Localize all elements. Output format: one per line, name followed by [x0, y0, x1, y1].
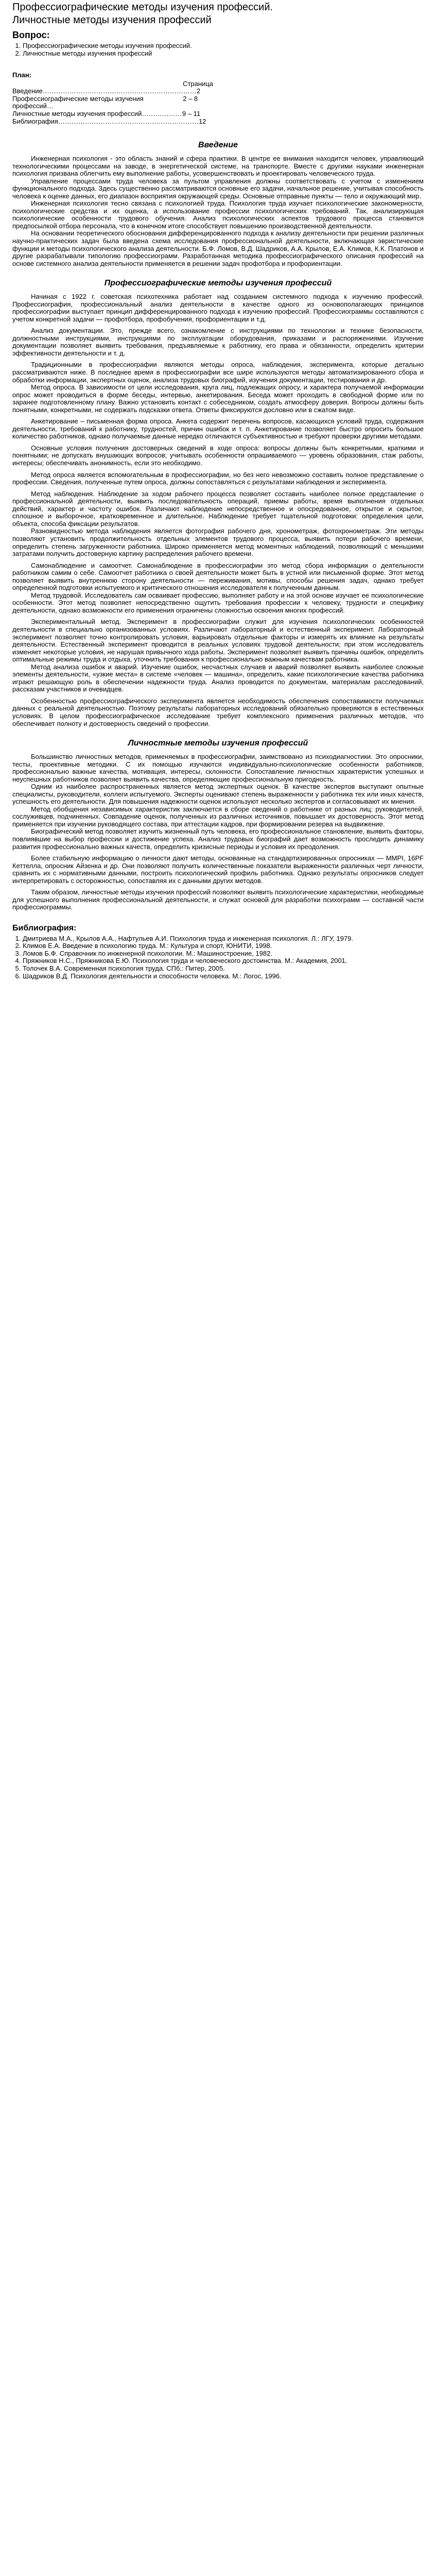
title-line-2: Личностные методы изучения профессий — [12, 14, 212, 26]
section2-heading: Личностные методы изучения профессий — [128, 739, 308, 748]
plan-row-page: 2 – 8 — [183, 94, 198, 103]
paragraph: Управление процессами труда человека за пультом управления должны соответствовать с учетом с изменением функционального подхода. Здесь существенно рассматриваются основные его задачи, начальное решение, учитывая способность человека к оценке данных, его диапазон восприятия окружающей среды. Основные отправные пункты — тело и окружающий мир. — [12, 177, 424, 200]
plan-row-text: Библиография……………………………………………………… — [12, 117, 199, 125]
section1-body — [12, 293, 424, 727]
bibliography-item: 6. Шадриков В.Д. Психология деятельности и способности человека. М.: Логос, 1996. — [23, 973, 424, 980]
title-line-1: Профессиографические методы изучения профессий. — [12, 2, 273, 13]
intro-body — [12, 155, 424, 267]
bibliography-list — [23, 935, 424, 980]
paragraph: Метод наблюдения. Наблюдение за ходом рабочего процесса позволяет составить наиболее полное представление о профессиональной деятельности, выявить последовательность операций, приемы работы, время выполнения отдельных действий, характер и частоту ошибок. Различают наблюдение непосредственное и опосредованное, открытое и скрытое, сплошное и выборочное, кратковременное и длительное. Наблюдение требует тщательной подготовки: определения цели, объекта, способа фиксации результатов. — [12, 489, 424, 528]
plan-row-page: 9 – 11 — [182, 109, 201, 117]
plan-table — [12, 80, 213, 125]
plan-row — [12, 110, 213, 118]
paragraph: Биографический метод позволяет изучить жизненный путь человека, его профессиональное становление, выявить факторы, повлиявшие на выбор профессии и достижение успеха. Анализ трудовых биографий дает возможность проследить динамику развития профессионально важных качеств, определить кризисные периоды и условия их преодоления. — [12, 827, 424, 851]
paragraph: Более стабильную информацию о личности дают методы, основанные на стандартизированных опросниках — MMPI, 16PF Кеттелла, опросник Айзенка и др. Они позволяют получить количественные показатели выраженности различных черт личности, сравнить их с нормативными данными, построить психологический профиль работника. Однако результаты опросников следует интерпретировать с осторожностью, сопоставляя их с данными других методов. — [12, 854, 424, 885]
paragraph: Анализ документации. Это, прежде всего, ознакомление с инструкциями по технологии и технике безопасности, должностными инструкциями, инструкциями по эксплуатации оборудования, приказами и распоряжениями. Изучение документации позволяет выявить требования, предъявляемые к работнику, его права и обязанности, определить критерии эффективности деятельности и т. д. — [12, 327, 424, 357]
paragraph: Анкетирование – письменная форма опроса. Анкета содержит перечень вопросов, касающихся условий труда, содержания деятельности, требований к работнику, трудностей, причин ошибок и т. п. Анкетирование позволяет быстро опросить большое количество работников, однако получаемые данные нередко отличаются субъективностью и требуют проверки другими методами. — [12, 417, 424, 440]
paragraph: Основные условия получения достоверных сведений в ходе опроса: вопросы должны быть конкретными, краткими и понятными; не допускать внушающих вопросов; учитывать особенности опрашиваемого — уровень образования, стаж работы, интересы; обеспечивать анонимность, если это необходимо. — [12, 444, 424, 467]
bibliography-item: 3. Ломов Б.Ф. Справочник по инженерной психологии. М.: Машиностроение, 1982. — [23, 950, 424, 958]
document-title — [12, 0, 424, 27]
paragraph: Разновидностью метода наблюдения является фотография рабочего дня, хронометраж, фотохронометраж. Эти методы позволяют установить продолжительность отдельных элементов трудового процесса, выявить потери рабочего времени, определить степень загруженности работника. Широко применяется метод моментных наблюдений, позволяющий с меньшими затратами получить достоверную картину распределения рабочего времени. — [12, 527, 424, 558]
bibliography-item: 1. Дмитриева М.А., Крылов А.А., Нафтульев А.И. Психология труда и инженерная психология. Л.: ЛГУ, 1979. — [23, 935, 424, 943]
plan-page-header: Страница — [183, 79, 213, 88]
paragraph: Метод опроса. В зависимости от цели исследования, круга лиц, подлежащих опросу, и характера получаемой информации опрос может проводиться в форме беседы, интервью, анкетирования. Беседа может проходить в свободной форме или по заранее подготовленному плану. Важно установить контакт с собеседником, создать атмосферу доверия. Вопросы должны быть понятными, конкретными, не содержать подсказки ответа. Ответы фиксируются дословно или в сжатом виде. — [12, 383, 424, 414]
intro-heading: Введение — [198, 141, 238, 150]
section1-heading: Профессиографические методы изучения профессий — [104, 279, 332, 288]
paragraph: Большинство личностных методов, применяемых в профессиографии, заимствовано из психодиагностики. Это опросники, тесты, проективные методики. С их помощью изучаются индивидуально-психологические особенности работников, профессионально важные качества, мотивация, интересы, склонности. Сопоставление личностных характеристик успешных и неуспешных работников позволяет выявить качества, определяющие профессиональную пригодность. — [12, 752, 424, 783]
paragraph: Одним из наиболее распространенных является метод экспертных оценок. В качестве экспертов выступают опытные специалисты, руководители, коллеги испытуемого. Эксперты оценивают степень выраженности у работника тех или иных качеств, успешность его деятельности. Для повышения надежности оценок используют несколько экспертов и согласовывают их мнения. — [12, 783, 424, 806]
paragraph: Самонаблюдение и самоотчет. Самонаблюдение в профессиографии это метод сбора информации о деятельности работником самим о себе. Самоотчет работника о своей деятельности может быть в устной или письменной форме. Этот метод позволяет выявить внутреннюю сторону деятельности — переживания, мотивы, способы решения задач, однако требует определенной подготовки испытуемого и критического отношения исследователя к полученным данным. — [12, 561, 424, 592]
paragraph: Особенностью профессиографического эксперимента является необходимость обеспечения сопоставимости получаемых данных с реальной деятельностью. Поэтому результаты лабораторных исследований обязательно проверяются в естественных условиях. В целом профессиографическое исследование требует комплексного применения различных методов, что обеспечивает полноту и достоверность сведений о профессии. — [12, 697, 424, 727]
bibliography-item: 5. Толочек В.А. Современная психология труда. СПб.: Питер, 2005. — [23, 965, 424, 973]
question-item: 2. Личностные методы изучения профессий — [23, 50, 424, 58]
questions-label: Вопрос: — [12, 30, 50, 40]
plan-row — [12, 95, 213, 110]
paragraph: Инженерная психология тесно связана с психологией труда. Психология труда изучает психологические закономерности, психологические средства и их оценка, а использование профессии психологических требований. Так, анализирующая психологические особенности трудового обучения. Анализ психологических аспектов трудового процесса становится предпосылкой отбора персонала, что в конечном итоге способствует повышению производственной деятельности. — [12, 199, 424, 230]
bibliography-item: 4. Пряжников Н.С., Пряжникова Е.Ю. Психология труда и человеческого достоинства. М.: Академия, 2001. — [23, 957, 424, 965]
paragraph: Метод опроса является вспомогательным в профессиографии, но без него невозможно составить полное представление о профессии. Сведения, полученные путем опроса, должны сопоставляться с результатами наблюдения и эксперимента. — [12, 470, 424, 486]
question-item: 1. Профессиографические методы изучения профессий. — [23, 42, 424, 50]
paragraph: Таким образом, личностные методы изучения профессий позволяют выявить психологические характеристики, необходимые для успешного выполнения профессиональной деятельности, и служат основой для разработки психограмм — составной части профессиограммы. — [12, 888, 424, 911]
paragraph: Метод анализа ошибок и аварий. Изучение ошибок, несчастных случаев и аварий позволяет выявить наиболее сложные элементы деятельности, «узкие места» в системе «человек — машина», определить, какие психологические качества работника играют решающую роль в обеспечении надежности труда. Анализ проводится по документам, материалам расследований, рассказам участников и очевидцев. — [12, 663, 424, 693]
plan-row — [12, 118, 213, 126]
plan-row-page: 12 — [198, 117, 206, 125]
questions-list — [23, 42, 424, 57]
plan-row-text: Профессиографические методы изучения профессий… — [12, 94, 144, 110]
paragraph: Экспериментальный метод. Эксперимент в профессиографии служит для изучения психологических особенностей деятельности в специально организованных условиях. Различают лабораторный и естественный эксперимент. Лабораторный эксперимент позволяет точно контролировать условия, варьировать отдельные факторы и измерять их влияние на результаты деятельности. Естественный эксперимент проводится в реальных условиях трудовой деятельности; при этом исследователь изменяет некоторые условия, не нарушая привычного хода работы. Эксперимент позволяет выявить причины ошибок, определить оптимальные режимы труда и отдыха, уточнить требования к профессионально важным качествам работника. — [12, 618, 424, 664]
bibliography-item: 2. Климов Е.А. Введение в психологию труда. М.: Культура и спорт, ЮНИТИ, 1998. — [23, 942, 424, 950]
plan-row-page: 2 — [196, 87, 201, 95]
paragraph: На основании теоретического обоснования дифференцированного подхода к анализу деятельности при решении различных научно-практических задач была введена схема исследования профессиональной деятельности, включающая эвристические функции и методы психологического анализа деятельности. Б.Ф. Ломов, В.Д. Шадриков, А.А. Крылов, Е.А. Климов, К.К. Платонов и другие разрабатывали типологию профессиограмм. Разработанная методика профессиографического описания профессий на основе системного анализа деятельности применяется в решении задач профотбора и профориентации. — [12, 229, 424, 267]
paragraph: Инженерная психология - это область знаний и сфера практики. В центре ее внимания находится человек, управляющий технологическими процессами на заводе, в энергетической системе, на транспорте. Вместе с другими науками инженерная психология призвана облегчить ему выполнение работы, усовершенствовать и проектировать человеческого труда. — [12, 154, 424, 178]
paragraph: Традиционными в профессиографии являются методы опроса, наблюдения, эксперимента, которые детально рассматриваются ниже. В последнее время в профессиографии все шире используются методы автоматизированного сбора и обработки информации, экспертных оценок, анализа трудовых биографий, изучения документации, тестирования и др. — [12, 361, 424, 384]
bibliography-label: Библиография: — [12, 923, 77, 933]
plan-row-text: Введение…………………………………………………………… — [12, 87, 197, 95]
paragraph: Метод обобщения независимых характеристик заключается в сборе сведений о работнике от разных лиц: руководителей, сослуживцев, подчиненных. Совпадение оценок, полученных из различных источников, повышает их достоверность. Этот метод применяется при изучении руководящего состава, при аттестации кадров, при формировании резерва на выдвижение. — [12, 805, 424, 828]
section2-body — [12, 753, 424, 911]
document-page — [0, 0, 436, 995]
plan-label: План: — [12, 71, 32, 79]
paragraph: Начиная с 1922 г. советская психотехника работает над созданием системного подхода к изучению профессий. Профессиография, профессиональный анализ деятельности в качестве одного из основополагающих принципов профессиографии выступает принцип дифференцированного подхода к изучению профессий. Профессиограммы составляются с учетом конкретной задачи — профотбора, профобучения, профориентации и т.д. — [12, 293, 424, 323]
plan-row-text: Личностные методы изучения профессий……………… — [12, 109, 182, 117]
paragraph: Метод трудовой. Исследователь сам осваивает профессию, выполняет работу и на этой основе изучает ее психологические особенности. Этот метод позволяет непосредственно ощутить требования профессии к человеку, трудности и специфику деятельности, однако возможности его применения ограничены сложностью освоения многих профессий. — [12, 591, 424, 614]
plan-row — [12, 88, 213, 95]
